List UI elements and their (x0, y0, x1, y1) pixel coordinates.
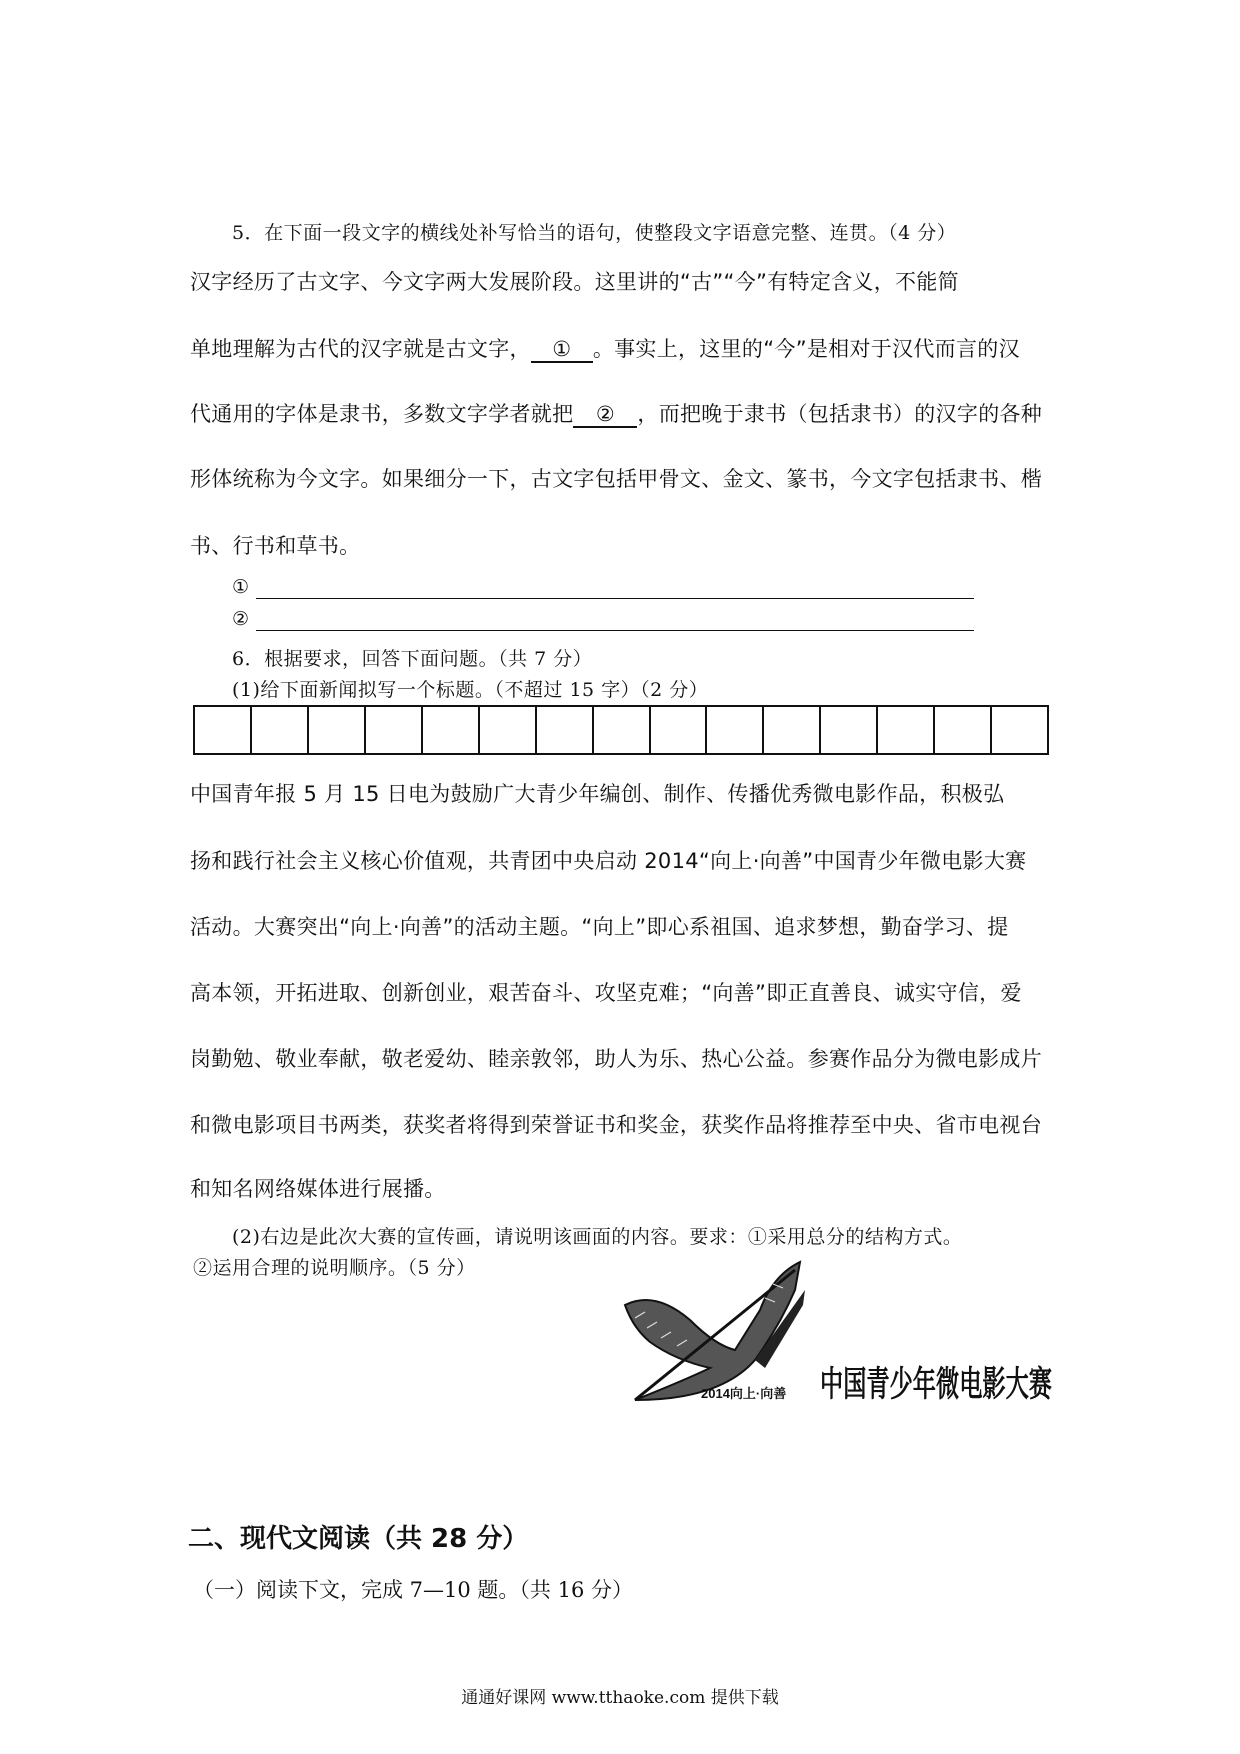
grid-cell[interactable] (935, 707, 992, 753)
logo-title-text: 中国青少年微电影大赛 (820, 1365, 1171, 1405)
q5-passage-line-2 (190, 333, 1052, 363)
grid-cell[interactable] (423, 707, 480, 753)
news-line-7: 和知名网络媒体进行展播。 (190, 1177, 446, 1201)
q5-passage-line-1: 汉字经历了古文字、今文字两大发展阶段。这里讲的“古”“今”有特定含义，不能简 (190, 270, 959, 294)
news-line-2: 扬和践行社会主义核心价值观，共青团中央启动 2014“向上·向善”中国青少年微电影大赛 (190, 849, 1027, 873)
grid-cell[interactable] (309, 707, 366, 753)
news-line-1: 中国青年报 5 月 15 日电为鼓励广大青少年编创、制作、传播优秀微电影作品，积极弘 (190, 782, 1005, 806)
news-line-3: 活动。大赛突出“向上·向善”的活动主题。“向上”即心系祖国、追求梦想，勤奋学习、提 (190, 915, 1009, 939)
contest-logo (615, 1250, 1171, 1410)
grid-cell[interactable] (480, 707, 537, 753)
grid-cell[interactable] (594, 707, 651, 753)
grid-cell[interactable] (651, 707, 708, 753)
question-6-part-1: (1)给下面新闻拟写一个标题。（不超过 15 字）（2 分） (232, 679, 709, 701)
grid-cell[interactable] (707, 707, 764, 753)
question-6-part-2-line-1: (2)右边是此次大赛的宣传画，请说明该画面的内容。要求：①采用总分的结构方式。 (232, 1226, 963, 1248)
blank-1: ① (531, 338, 593, 363)
q5-passage-line-4: 形体统称为今文字。如果细分一下，古文字包括甲骨文、金文、篆书，今文字包括隶书、楷 (190, 467, 1042, 491)
page-footer: 通通好课网 www.tthaoke.com 提供下载 (461, 1688, 779, 1708)
grid-cell[interactable] (537, 707, 594, 753)
q5-passage-line-5: 书、行书和草书。 (190, 534, 361, 558)
title-answer-grid[interactable] (193, 705, 1049, 755)
q5-line2-text-b: 。事实上，这里的“今”是相对于汉代而言的汉 (592, 337, 1020, 361)
question-6-part-2-line-2: ②运用合理的说明顺序。（5 分） (193, 1257, 476, 1279)
news-line-6: 和微电影项目书两类，获奖者将得到荣誉证书和奖金，获奖作品将推荐至中央、省市电视台 (190, 1113, 1042, 1137)
grid-cell[interactable] (878, 707, 935, 753)
logo-small-text: 2014向上·向善 (701, 1386, 787, 1401)
grid-cell[interactable] (252, 707, 309, 753)
grid-cell[interactable] (366, 707, 423, 753)
answer-2-label: ② (232, 608, 250, 630)
section-2-heading: 二、现代文阅读（共 28 分） (188, 1524, 529, 1554)
answer-1-label: ① (232, 576, 250, 598)
grid-cell[interactable] (195, 707, 252, 753)
answer-2-rule (256, 630, 974, 631)
q5-line3-text-a: 代通用的字体是隶书，多数文字学者就把 (190, 402, 574, 426)
grid-cell[interactable] (992, 707, 1047, 753)
q5-line3-text-b: ，而把晚于隶书（包括隶书）的汉字的各种 (637, 402, 1043, 426)
q5-passage-line-3 (190, 398, 1052, 428)
answer-line-2[interactable] (232, 608, 249, 630)
answer-1-rule (256, 598, 974, 599)
news-line-5: 岗勤勉、敬业奉献，敬老爱幼、睦亲敦邻，助人为乐、热心公益。参赛作品分为微电影成片 (190, 1047, 1042, 1071)
blank-2: ② (573, 403, 637, 428)
news-line-4: 高本领，开拓进取、创新创业，艰苦奋斗、攻坚克难；“向善”即正直善良、诚实守信，爱 (190, 981, 1022, 1005)
answer-line-1[interactable] (232, 576, 249, 598)
section-2-subheading: （一）阅读下文，完成 7—10 题。（共 16 分） (193, 1578, 634, 1602)
question-5-prompt: 5．在下面一段文字的横线处补写恰当的语句，使整段文字语意完整、连贯。（4 分） (232, 222, 957, 244)
contest-logo-graphic (615, 1250, 1171, 1410)
q5-line2-text-a: 单地理解为古代的汉字就是古文字， (190, 337, 531, 361)
question-6-prompt: 6．根据要求，回答下面问题。（共 7 分） (232, 648, 593, 670)
grid-cell[interactable] (764, 707, 821, 753)
grid-cell[interactable] (821, 707, 878, 753)
